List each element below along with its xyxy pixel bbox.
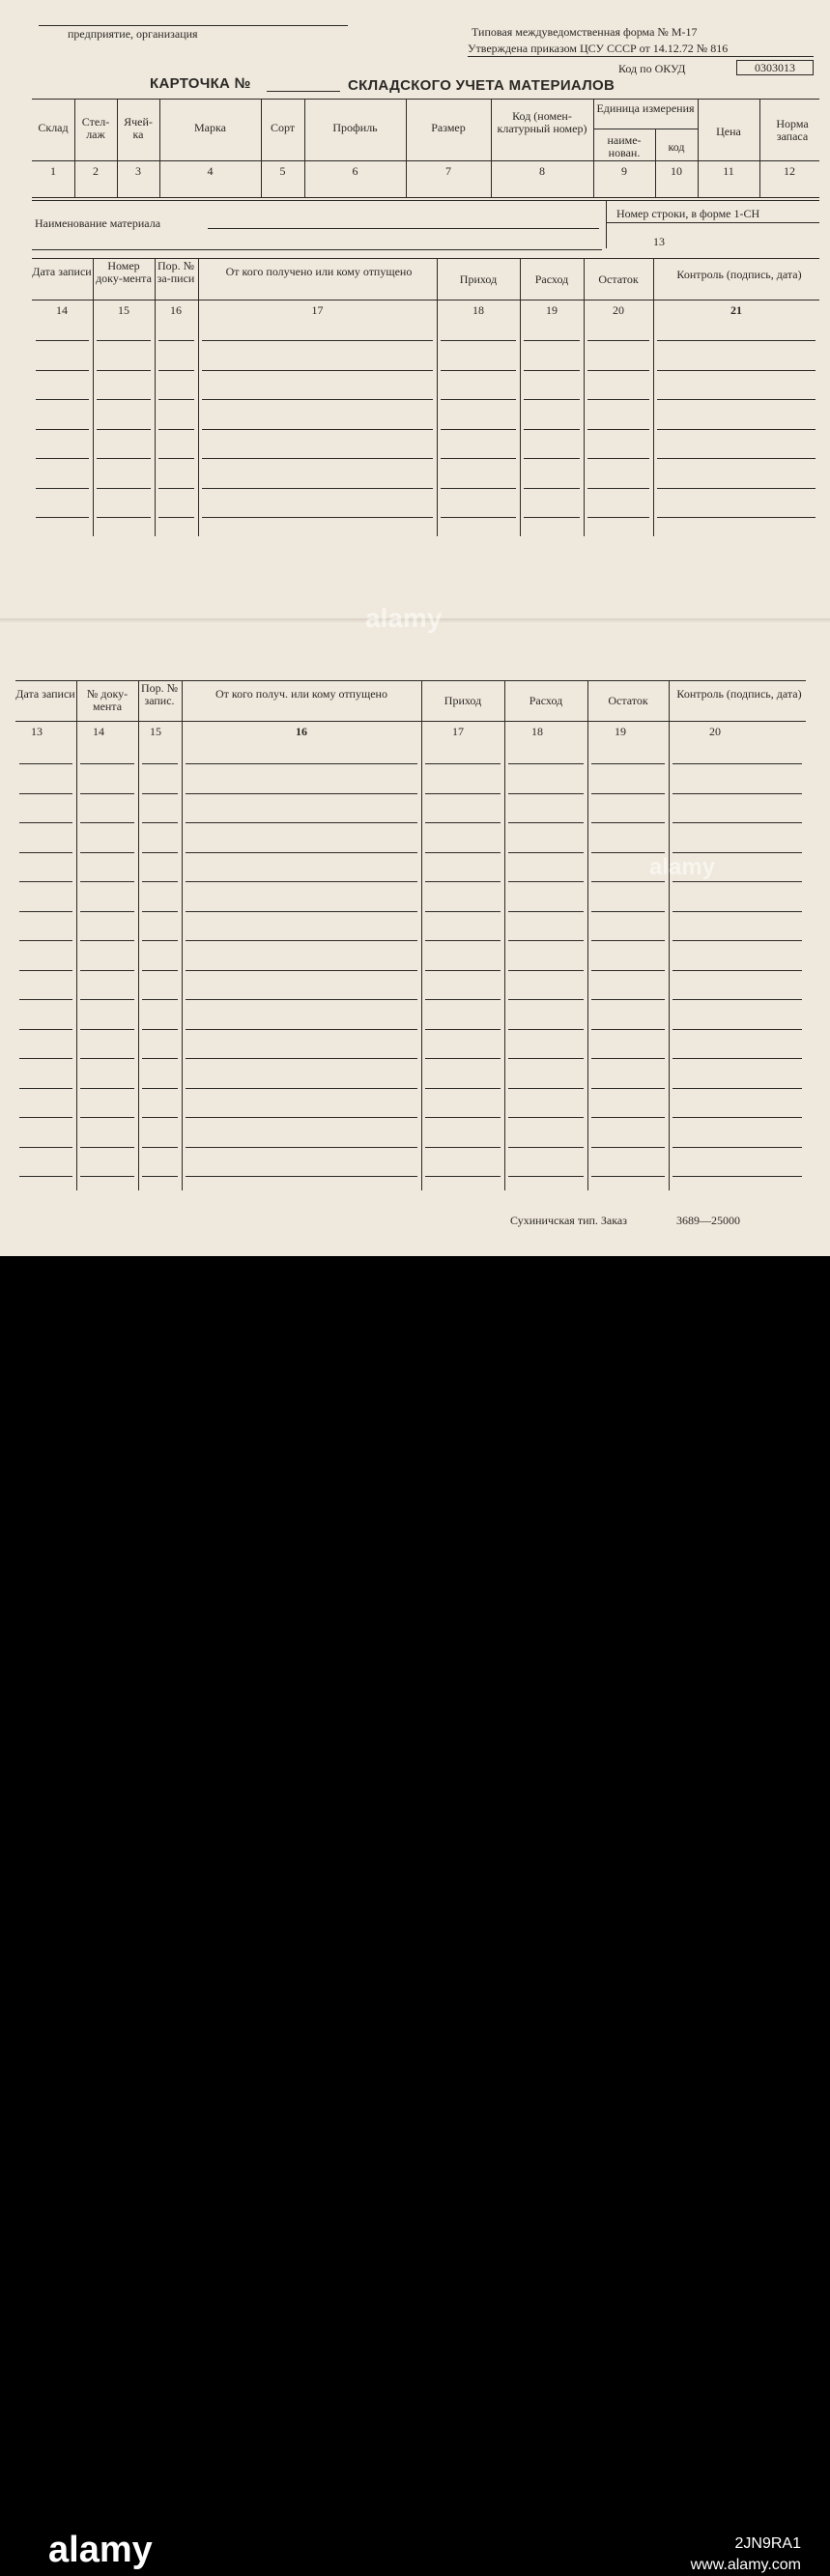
t2-row-rule xyxy=(425,1117,501,1118)
t2-row-rule xyxy=(80,1176,134,1177)
material-top-line xyxy=(32,200,819,201)
t2-col-control: Контроль (подпись, дата) xyxy=(676,687,802,701)
t2-row-rule xyxy=(19,822,72,823)
card-number-underline xyxy=(267,91,340,92)
t2-num-16: 16 xyxy=(296,725,307,738)
t2-row-rule xyxy=(425,940,501,941)
material-name-underline-2 xyxy=(32,249,602,250)
t1-col-rule xyxy=(437,258,438,536)
row-number-line xyxy=(606,222,819,223)
t1-col-rule xyxy=(520,258,521,536)
t2-row-rule xyxy=(186,1117,417,1118)
t1-row-rule xyxy=(97,370,151,371)
t2-row-rule xyxy=(186,852,417,853)
t1-col-rule xyxy=(93,258,94,536)
t2-row-rule xyxy=(591,822,665,823)
t1-col-date: Дата записи xyxy=(32,265,92,278)
num-9: 9 xyxy=(621,164,627,178)
t2-row-rule xyxy=(19,911,72,912)
t2-row-rule xyxy=(142,763,178,764)
t1-num-19: 19 xyxy=(546,303,558,317)
t2-row-rule xyxy=(591,1088,665,1089)
t2-row-rule xyxy=(19,999,72,1000)
okud-label: Код по ОКУД xyxy=(618,62,686,75)
t2-row-rule xyxy=(673,1176,802,1177)
t2-row-rule xyxy=(591,763,665,764)
t1-row-rule xyxy=(202,370,433,371)
t1-row-rule xyxy=(524,370,580,371)
t2-row-rule xyxy=(142,1058,178,1059)
t1-row-rule xyxy=(36,399,89,400)
col-yacheika: Ячей-ка xyxy=(124,115,153,141)
t1-row-rule xyxy=(202,517,433,518)
t2-row-rule xyxy=(591,999,665,1000)
t2-row-rule xyxy=(673,881,802,882)
t1-col-income: Приход xyxy=(459,272,498,286)
t2-row-rule xyxy=(673,1029,802,1030)
t2-row-rule xyxy=(673,852,802,853)
site-url: www.alamy.com xyxy=(690,2557,801,2573)
t2-row-rule xyxy=(591,1117,665,1118)
t1-row-rule xyxy=(587,429,649,430)
t1-num-17: 17 xyxy=(311,303,324,317)
t2-col-rule xyxy=(587,680,588,1190)
t2-row-rule xyxy=(80,881,134,882)
t1-row-rule xyxy=(36,458,89,459)
t2-num-18: 18 xyxy=(531,725,543,738)
approval-underline xyxy=(468,56,814,57)
t1-row-rule xyxy=(36,517,89,518)
t2-row-rule xyxy=(80,1088,134,1089)
t1-row-rule xyxy=(202,488,433,489)
t1-num-21: 21 xyxy=(730,303,742,317)
t1-row-rule xyxy=(158,429,194,430)
t1-row-rule xyxy=(587,458,649,459)
alamy-logo: alamy xyxy=(48,2530,153,2570)
t2-num-15: 15 xyxy=(150,725,161,738)
t2-row-rule xyxy=(80,911,134,912)
t2-col-rule xyxy=(421,680,422,1190)
t2-row-rule xyxy=(142,940,178,941)
t2-row-rule xyxy=(80,1117,134,1118)
t1-col-control: Контроль (подпись, дата) xyxy=(676,268,802,281)
t2-row-rule xyxy=(673,822,802,823)
t2-num-13: 13 xyxy=(31,725,43,738)
t2-row-rule xyxy=(508,1117,584,1118)
form-type: Типовая междуведомственная форма № М-17 xyxy=(472,25,698,39)
org-underline xyxy=(39,25,348,26)
t2-row-rule xyxy=(186,1058,417,1059)
t1-num-15: 15 xyxy=(118,303,129,317)
t2-row-rule xyxy=(673,940,802,941)
t2-col-income: Приход xyxy=(444,694,482,707)
t2-row-rule xyxy=(142,881,178,882)
t1-col-balance: Остаток xyxy=(598,272,639,286)
t1-row-rule xyxy=(158,370,194,371)
t2-row-rule xyxy=(186,1088,417,1089)
t2-row-rule xyxy=(591,1176,665,1177)
t2-row-rule xyxy=(673,793,802,794)
t1-row-rule xyxy=(587,517,649,518)
t1-row-rule xyxy=(202,399,433,400)
t2-row-rule xyxy=(508,793,584,794)
card-title-right: СКЛАДСКОГО УЧЕТА МАТЕРИАЛОВ xyxy=(348,77,615,94)
t2-row-rule xyxy=(142,1176,178,1177)
t2-row-rule xyxy=(673,1147,802,1148)
t2-row-rule xyxy=(508,940,584,941)
col-sklad: Склад xyxy=(38,121,69,134)
t2-row-rule xyxy=(591,970,665,971)
t2-row-rule xyxy=(425,793,501,794)
col-marka: Марка xyxy=(194,121,226,134)
t1-row-rule xyxy=(36,370,89,371)
t2-row-rule xyxy=(186,1029,417,1030)
t1-row-rule xyxy=(441,517,516,518)
t2-row-rule xyxy=(186,1147,417,1148)
t2-row-rule xyxy=(142,793,178,794)
t1-col-entry: Пор. № за-писи xyxy=(157,259,195,285)
t1-row-rule xyxy=(441,340,516,341)
t2-row-rule xyxy=(425,881,501,882)
t2-row-rule xyxy=(673,1088,802,1089)
alamy-watermark-right: alamy xyxy=(649,854,716,880)
t1-row-rule xyxy=(441,429,516,430)
alamy-watermark-center: alamy xyxy=(365,603,443,633)
t2-row-rule xyxy=(19,852,72,853)
t1-row-rule xyxy=(657,429,816,430)
t2-row-rule xyxy=(425,1088,501,1089)
t2-row-rule xyxy=(508,1088,584,1089)
t2-row-rule xyxy=(142,1117,178,1118)
stock-id xyxy=(691,2533,801,2576)
t1-row-rule xyxy=(202,429,433,430)
t1-row-rule xyxy=(441,399,516,400)
org-label: предприятие, организация xyxy=(68,27,198,41)
t1-row-rule xyxy=(97,517,151,518)
t2-row-rule xyxy=(186,999,417,1000)
t2-row-rule xyxy=(425,852,501,853)
t1-row-rule xyxy=(524,429,580,430)
t2-col-date: Дата записи xyxy=(15,687,75,701)
t2-row-rule xyxy=(142,999,178,1000)
t2-row-rule xyxy=(80,1147,134,1148)
t1-row-rule xyxy=(657,517,816,518)
t1-row-rule xyxy=(158,517,194,518)
t1-row-rule xyxy=(524,340,580,341)
t2-row-rule xyxy=(425,763,501,764)
t2-row-rule xyxy=(19,970,72,971)
num-12: 12 xyxy=(784,164,795,178)
t2-row-rule xyxy=(186,940,417,941)
t2-row-rule xyxy=(508,970,584,971)
t2-col-entry: Пор. № запис. xyxy=(140,681,179,707)
t1-num-16: 16 xyxy=(170,303,182,317)
t2-row-rule xyxy=(186,911,417,912)
t2-row-rule xyxy=(508,1176,584,1177)
t2-row-rule xyxy=(80,763,134,764)
t2-row-rule xyxy=(591,940,665,941)
t1-col-rule xyxy=(584,258,585,536)
t2-col-rule xyxy=(669,680,670,1190)
t2-row-rule xyxy=(591,852,665,853)
t2-row-rule xyxy=(142,1147,178,1148)
t2-row-rule xyxy=(508,1029,584,1030)
t2-row-rule xyxy=(591,1029,665,1030)
t1-row-rule xyxy=(97,340,151,341)
t1-row-rule xyxy=(158,458,194,459)
col-sort: Сорт xyxy=(270,121,296,134)
t2-row-rule xyxy=(591,1058,665,1059)
t2-row-rule xyxy=(80,822,134,823)
t2-row-rule xyxy=(142,852,178,853)
approval-note: Утверждена приказом ЦСУ СССР от 14.12.72 № 816 xyxy=(468,42,729,55)
t2-row-rule xyxy=(673,911,802,912)
t1-row-rule xyxy=(36,429,89,430)
t2-col-rule xyxy=(76,680,77,1190)
t1-row-rule xyxy=(97,429,151,430)
t2-row-rule xyxy=(508,852,584,853)
t1-row-rule xyxy=(441,488,516,489)
row-number-label: Номер строки, в форме 1-СН xyxy=(616,207,760,220)
num-3: 3 xyxy=(135,164,141,178)
t2-row-rule xyxy=(186,881,417,882)
t2-row-rule xyxy=(186,970,417,971)
t2-row-rule xyxy=(673,1117,802,1118)
t2-col-docnum: № доку-мента xyxy=(86,687,129,713)
t1-row-rule xyxy=(158,488,194,489)
t2-row-rule xyxy=(508,822,584,823)
t2-row-rule xyxy=(425,822,501,823)
t1-row-rule xyxy=(441,458,516,459)
num-2: 2 xyxy=(93,164,99,178)
t2-row-rule xyxy=(19,1147,72,1148)
t1-num-18: 18 xyxy=(472,303,484,317)
t2-row-rule xyxy=(80,970,134,971)
t1-row-rule xyxy=(36,488,89,489)
printer-info: Сухиничская тип. Заказ xyxy=(510,1214,627,1227)
t2-col-rule xyxy=(138,680,139,1190)
t2-num-17: 17 xyxy=(452,725,464,738)
t2-row-rule xyxy=(425,999,501,1000)
t1-row-rule xyxy=(587,370,649,371)
num-7: 7 xyxy=(445,164,451,178)
t1-row-rule xyxy=(97,458,151,459)
t1-row-rule xyxy=(657,458,816,459)
t1-row-rule xyxy=(524,488,580,489)
t2-row-rule xyxy=(19,881,72,882)
order-number: 3689—25000 xyxy=(676,1214,740,1227)
num-4: 4 xyxy=(207,164,214,178)
t1-row-rule xyxy=(587,340,649,341)
t2-row-rule xyxy=(186,822,417,823)
t2-row-rule xyxy=(19,763,72,764)
t2-row-rule xyxy=(673,1058,802,1059)
material-name-underline xyxy=(208,228,599,229)
col-stellazh: Стел-лаж xyxy=(81,115,110,141)
form-sheet xyxy=(0,0,830,1256)
t2-col-rule xyxy=(504,680,505,1190)
t1-num-14: 14 xyxy=(56,303,68,317)
t2-col-rule xyxy=(182,680,183,1190)
t2-row-rule xyxy=(591,793,665,794)
t1-row-rule xyxy=(36,340,89,341)
t1-row-rule xyxy=(97,399,151,400)
t2-row-rule xyxy=(80,852,134,853)
stock-footer xyxy=(0,1256,830,2573)
col-kod: Код (номен-клатурный номер) xyxy=(497,109,587,135)
num-6: 6 xyxy=(352,164,358,178)
t2-col-balance: Остаток xyxy=(608,694,648,707)
t2-row-rule xyxy=(186,763,417,764)
num-5: 5 xyxy=(279,164,286,178)
t2-row-rule xyxy=(142,1088,178,1089)
t2-row-rule xyxy=(673,763,802,764)
t1-col-rule xyxy=(653,258,654,536)
t1-row-rule xyxy=(158,399,194,400)
t2-row-rule xyxy=(673,970,802,971)
t2-row-rule xyxy=(80,793,134,794)
col-razmer: Размер xyxy=(431,121,466,134)
t1-row-rule xyxy=(657,488,816,489)
t2-row-rule xyxy=(80,1029,134,1030)
t2-row-rule xyxy=(186,793,417,794)
t2-row-rule xyxy=(19,1176,72,1177)
t2-row-rule xyxy=(80,999,134,1000)
col-profil: Профиль xyxy=(332,121,378,134)
t1-col-rule xyxy=(155,258,156,536)
card-title-left: КАРТОЧКА № xyxy=(150,75,251,92)
t2-row-rule xyxy=(591,1147,665,1148)
num-11: 11 xyxy=(723,164,734,178)
t2-row-rule xyxy=(508,1147,584,1148)
t1-col-docnum: Номер доку-мента xyxy=(96,259,152,285)
t1-row-rule xyxy=(158,340,194,341)
t1-row-rule xyxy=(97,488,151,489)
num-10: 10 xyxy=(671,164,682,178)
t2-num-14: 14 xyxy=(93,725,104,738)
col-norma: Норма запаса xyxy=(776,117,809,143)
t1-row-rule xyxy=(202,458,433,459)
t2-row-rule xyxy=(19,1088,72,1089)
t2-row-rule xyxy=(80,940,134,941)
t2-col-from-to: От кого получ. или кому отпущено xyxy=(215,687,387,701)
t2-row-rule xyxy=(508,763,584,764)
material-divider xyxy=(606,200,607,248)
t1-row-rule xyxy=(657,399,816,400)
okud-code: 0303013 xyxy=(736,60,814,75)
t2-row-rule xyxy=(19,1058,72,1059)
row-number-value: 13 xyxy=(653,235,665,248)
t2-row-rule xyxy=(508,1058,584,1059)
t2-row-rule xyxy=(425,1029,501,1030)
col-unit-name: наиме-нован. xyxy=(607,133,642,159)
t1-row-rule xyxy=(441,370,516,371)
num-1: 1 xyxy=(50,164,56,178)
t1-num-20: 20 xyxy=(613,303,624,317)
t2-row-rule xyxy=(80,1058,134,1059)
t2-row-rule xyxy=(508,911,584,912)
t2-row-rule xyxy=(425,1058,501,1059)
num-8: 8 xyxy=(539,164,545,178)
t2-row-rule xyxy=(142,970,178,971)
t2-row-rule xyxy=(425,911,501,912)
t2-row-rule xyxy=(508,881,584,882)
t2-num-19: 19 xyxy=(615,725,626,738)
t2-row-rule xyxy=(425,970,501,971)
col-unit: Единица измерения xyxy=(596,101,695,115)
t1-col-rule xyxy=(198,258,199,536)
t2-row-rule xyxy=(142,822,178,823)
t2-row-rule xyxy=(19,793,72,794)
t1-row-rule xyxy=(657,370,816,371)
t1-row-rule xyxy=(524,517,580,518)
t2-row-rule xyxy=(673,999,802,1000)
col-cena: Цена xyxy=(716,125,741,138)
t2-row-rule xyxy=(591,881,665,882)
t2-row-rule xyxy=(508,999,584,1000)
col-unit-code: код xyxy=(668,140,685,154)
t1-row-rule xyxy=(202,340,433,341)
t2-row-rule xyxy=(425,1176,501,1177)
t1-row-rule xyxy=(587,399,649,400)
t2-row-rule xyxy=(19,1117,72,1118)
t1-row-rule xyxy=(587,488,649,489)
t2-row-rule xyxy=(591,911,665,912)
t2-row-rule xyxy=(19,1029,72,1030)
t2-row-rule xyxy=(425,1147,501,1148)
t1-col-from-to: От кого получено или кому отпущено xyxy=(225,265,413,278)
t2-col-expense: Расход xyxy=(529,694,563,707)
material-name-label: Наименование материала xyxy=(35,216,161,230)
image-id: 2JN9RA1 xyxy=(734,2535,801,2552)
t1-row-rule xyxy=(524,399,580,400)
t2-num-20: 20 xyxy=(709,725,721,738)
t2-row-rule xyxy=(19,940,72,941)
t1-col-expense: Расход xyxy=(534,272,569,286)
t1-row-rule xyxy=(657,340,816,341)
t1-row-rule xyxy=(524,458,580,459)
t2-row-rule xyxy=(142,1029,178,1030)
t2-row-rule xyxy=(142,911,178,912)
t2-row-rule xyxy=(186,1176,417,1177)
